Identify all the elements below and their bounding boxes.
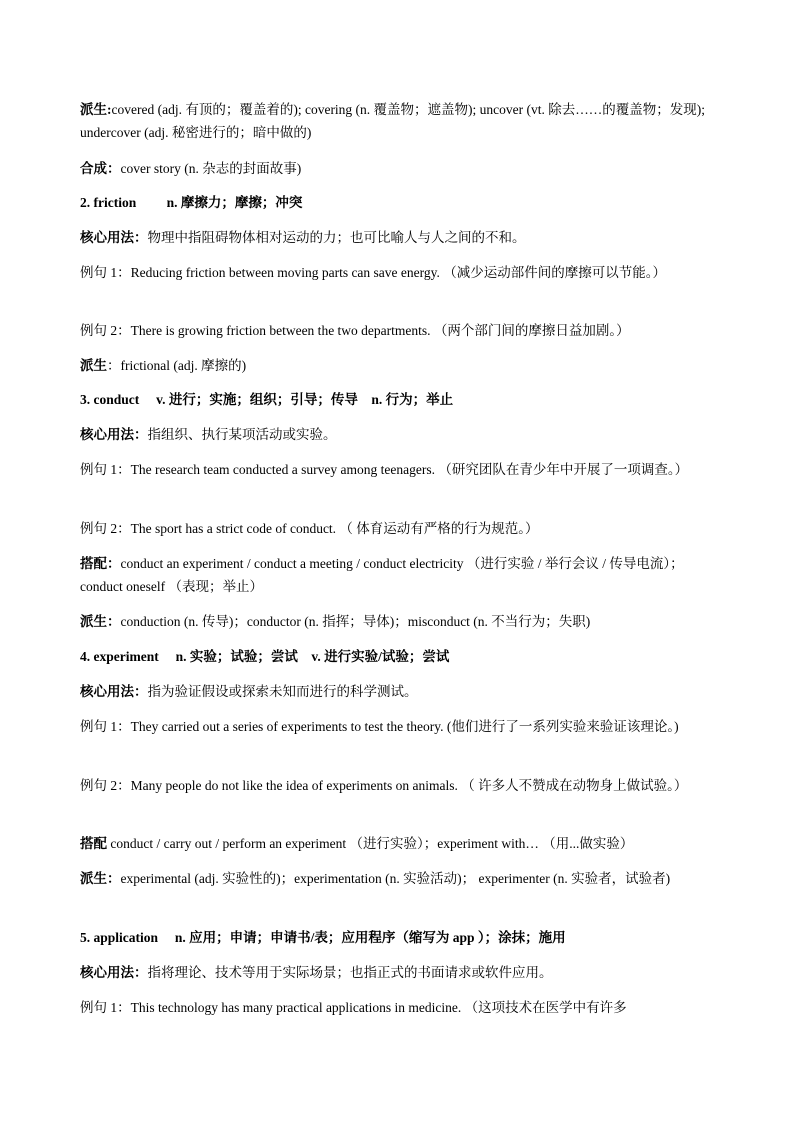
derivatives-text: ：frictional (adj. 摩擦的) <box>107 358 247 373</box>
core-usage-conduct <box>80 423 726 446</box>
derivatives-text: conduction (n. 传导)；conductor (n. 指挥；导体)；misconduct (n. 不当行为；失职) <box>120 614 591 629</box>
collocations-text: conduct an experiment / conduct a meeting / conduct electricity （进行实验 / 举行会议 / 传导电流）；conduct oneself （表现；举止） <box>80 556 684 594</box>
core-usage-application <box>80 961 726 984</box>
core-usage-text: 指组织、执行某项活动或实验。 <box>147 427 337 442</box>
derivatives-friction <box>80 354 726 377</box>
collocations-label: 搭配： <box>80 556 121 571</box>
core-usage-friction <box>80 226 726 249</box>
example-1-application: 例句 1：This technology has many practical applications in medicine. （这项技术在医学中有许多 <box>80 1000 627 1015</box>
core-usage-text: 指将理论、技术等用于实际场景；也指正式的书面请求或软件应用。 <box>147 965 553 980</box>
derivatives-label: 派生 <box>80 358 107 373</box>
collocations-label: 搭配 <box>80 836 107 851</box>
derivatives-label: 派生: <box>80 102 112 117</box>
entry-heading-application: 5. application n. 应用；申请；申请书/表；应用程序（缩写为 app ）；涂抹；施用 <box>80 930 566 945</box>
collocations-conduct <box>80 552 726 598</box>
example-1-friction: 例句 1：Reducing friction between moving parts can save energy. （减少运动部件间的摩擦可以节能。） <box>80 265 667 280</box>
core-usage-label: 核心用法： <box>80 427 148 442</box>
collocations-experiment <box>80 832 726 855</box>
compound-text: cover story (n. 杂志的封面故事) <box>120 161 302 176</box>
derivatives-text: covered (adj. 有顶的；覆盖着的); covering (n. 覆盖物；遮盖物); uncover (vt. 除去……的覆盖物；发现); undercover (adj. 秘密进行的；暗中做的) <box>80 102 706 140</box>
example-2-conduct: 例句 2：The sport has a strict code of conduct. （ 体育运动有严格的行为规范。） <box>80 521 539 536</box>
core-usage-label: 核心用法： <box>80 230 148 245</box>
entry-heading-experiment: 4. experiment n. 实验；试验；尝试 v. 进行实验/试验；尝试 <box>80 649 450 664</box>
collocations-text: conduct / carry out / perform an experiment （进行实验）；experiment with… （用...做实验） <box>107 836 634 851</box>
derivatives-experiment <box>80 867 726 890</box>
example-2-experiment: 例句 2：Many people do not like the idea of experiments on animals. （ 许多人不赞成在动物身上做试验。） <box>80 778 688 793</box>
compound-label: 合成： <box>80 161 121 176</box>
derivatives-text: experimental (adj. 实验性的)；experimentation (n. 实验活动)； experimenter (n. 实验者，试验者) <box>120 871 671 886</box>
core-usage-label: 核心用法： <box>80 965 148 980</box>
core-usage-label: 核心用法： <box>80 684 148 699</box>
core-usage-text: 物理中指阻碍物体相对运动的力；也可比喻人与人之间的不和。 <box>147 230 526 245</box>
example-2-friction: 例句 2：There is growing friction between the two departments. （两个部门间的摩擦日益加剧。） <box>80 323 630 338</box>
compound-cover <box>80 157 726 180</box>
derivatives-label: 派生： <box>80 871 121 886</box>
entry-heading-conduct: 3. conduct v. 进行；实施；组织；引导；传导 n. 行为；举止 <box>80 392 454 407</box>
derivatives-label: 派生： <box>80 614 121 629</box>
derivatives-conduct <box>80 610 726 633</box>
core-usage-experiment <box>80 680 726 703</box>
example-1-conduct: 例句 1：The research team conducted a survey among teenagers. （研究团队在青少年中开展了一项调查。） <box>80 462 689 477</box>
core-usage-text: 指为验证假设或探索未知而进行的科学测试。 <box>147 684 418 699</box>
entry-heading-friction: 2. friction n. 摩擦力；摩擦；冲突 <box>80 195 303 210</box>
derivatives-cover <box>80 98 726 144</box>
example-1-experiment: 例句 1：They carried out a series of experiments to test the theory. (他们进行了一系列实验来验证该理论。) <box>80 719 679 734</box>
